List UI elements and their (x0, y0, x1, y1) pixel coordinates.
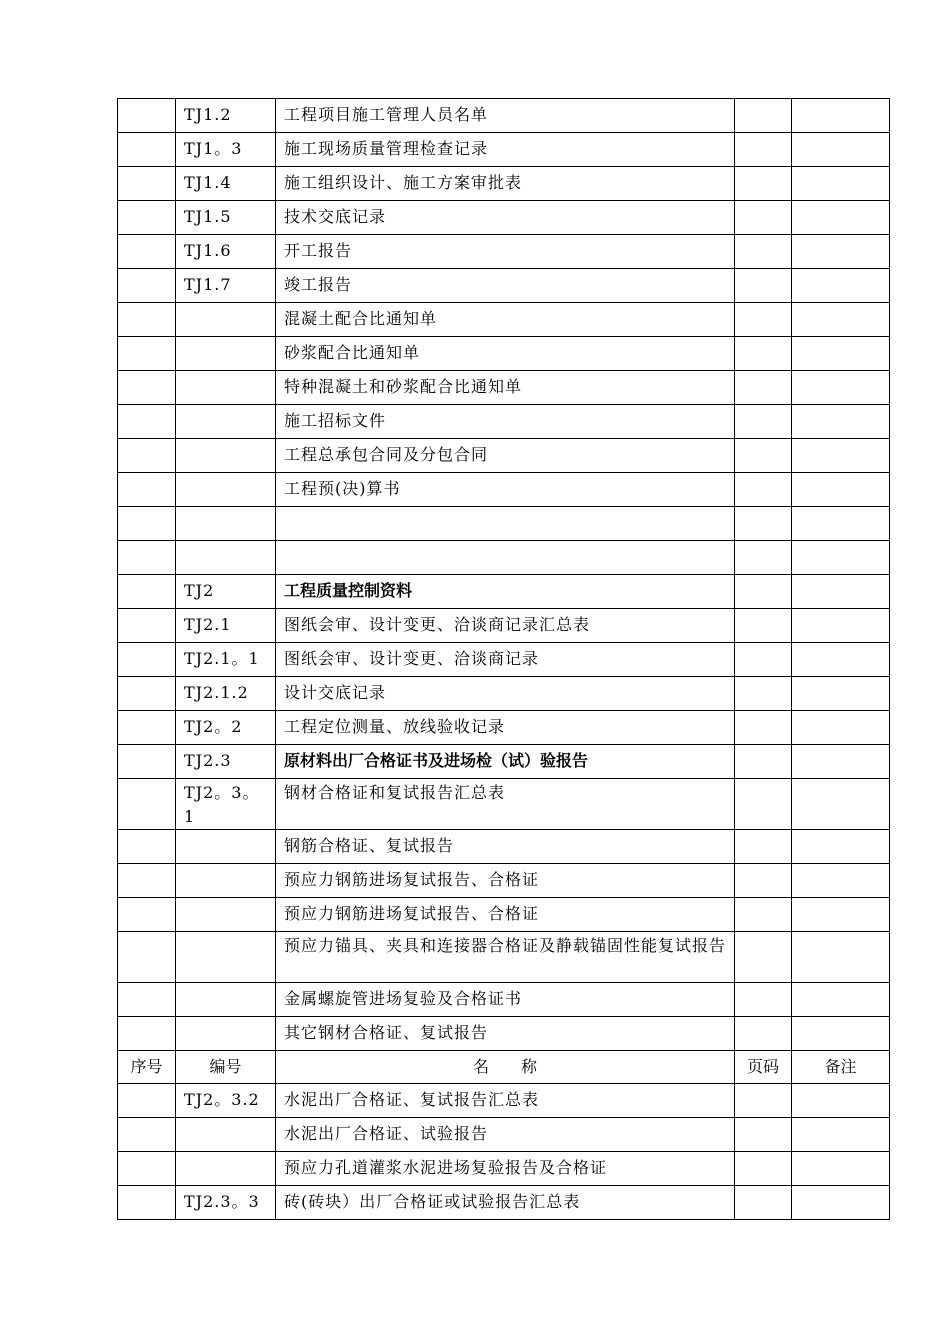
code-cell: TJ1.6 (176, 235, 276, 269)
note-cell (792, 337, 890, 371)
seq-cell (118, 864, 176, 898)
page-cell (735, 507, 792, 541)
header-page: 页码 (735, 1051, 792, 1084)
seq-cell (118, 779, 176, 830)
section-heading-cell: 原材料出厂合格证书及进场检（试）验报告 (276, 745, 735, 779)
note-cell (792, 473, 890, 507)
page-cell (735, 932, 792, 983)
name-cell: 工程定位测量、放线验收记录 (276, 711, 735, 745)
note-cell (792, 1084, 890, 1118)
note-cell (792, 439, 890, 473)
note-cell (792, 235, 890, 269)
code-cell (176, 1118, 276, 1152)
seq-cell (118, 303, 176, 337)
name-cell: 钢筋合格证、复试报告 (276, 830, 735, 864)
code-cell: TJ1.2 (176, 99, 276, 133)
name-cell: 施工组织设计、施工方案审批表 (276, 167, 735, 201)
table-row (118, 371, 890, 405)
page-cell (735, 99, 792, 133)
page-cell (735, 1118, 792, 1152)
table-row (118, 745, 890, 779)
page-cell (735, 541, 792, 575)
name-cell: 施工现场质量管理检查记录 (276, 133, 735, 167)
table-row (118, 830, 890, 864)
table-row (118, 575, 890, 609)
seq-cell (118, 643, 176, 677)
table-row (118, 303, 890, 337)
note-cell (792, 167, 890, 201)
header-name: 名 称 (276, 1051, 735, 1084)
seq-cell (118, 133, 176, 167)
table-row (118, 405, 890, 439)
name-cell: 设计交底记录 (276, 677, 735, 711)
table-row (118, 1152, 890, 1186)
code-cell: TJ2.1.2 (176, 677, 276, 711)
table-row (118, 643, 890, 677)
note-cell (792, 1118, 890, 1152)
seq-cell (118, 507, 176, 541)
name-cell: 水泥出厂合格证、复试报告汇总表 (276, 1084, 735, 1118)
name-cell: 预应力锚具、夹具和连接器合格证及静载锚固性能复试报告 (276, 932, 735, 983)
table-row (118, 711, 890, 745)
note-cell (792, 932, 890, 983)
page-cell (735, 337, 792, 371)
name-cell (276, 541, 735, 575)
table-row (118, 864, 890, 898)
table-row (118, 1186, 890, 1220)
seq-cell (118, 711, 176, 745)
page-cell (735, 1152, 792, 1186)
header-code: 编号 (176, 1051, 276, 1084)
code-cell: TJ2.3 (176, 745, 276, 779)
table-row (118, 337, 890, 371)
seq-cell (118, 473, 176, 507)
note-cell (792, 1017, 890, 1051)
table-row (118, 99, 890, 133)
code-cell: TJ2.3。3 (176, 1186, 276, 1220)
seq-cell (118, 575, 176, 609)
seq-cell (118, 830, 176, 864)
code-cell: TJ1.7 (176, 269, 276, 303)
archive-index-table (117, 98, 890, 1220)
note-cell (792, 677, 890, 711)
code-cell: TJ2。3.2 (176, 1084, 276, 1118)
page-cell (735, 303, 792, 337)
seq-cell (118, 983, 176, 1017)
seq-cell (118, 898, 176, 932)
page-cell (735, 711, 792, 745)
page-cell (735, 1186, 792, 1220)
table-row (118, 473, 890, 507)
note-cell (792, 99, 890, 133)
note-cell (792, 745, 890, 779)
seq-cell (118, 405, 176, 439)
seq-cell (118, 1017, 176, 1051)
table-row (118, 439, 890, 473)
table-row (118, 1118, 890, 1152)
code-cell (176, 371, 276, 405)
name-cell: 砂浆配合比通知单 (276, 337, 735, 371)
code-cell (176, 983, 276, 1017)
code-cell (176, 337, 276, 371)
name-cell: 技术交底记录 (276, 201, 735, 235)
code-cell (176, 405, 276, 439)
name-cell: 特种混凝土和砂浆配合比通知单 (276, 371, 735, 405)
note-cell (792, 983, 890, 1017)
table-header-row (118, 1051, 890, 1084)
seq-cell (118, 1152, 176, 1186)
table-row (118, 201, 890, 235)
code-cell (176, 473, 276, 507)
note-cell (792, 575, 890, 609)
note-cell (792, 711, 890, 745)
table-row (118, 235, 890, 269)
name-cell: 其它钢材合格证、复试报告 (276, 1017, 735, 1051)
page-cell (735, 1084, 792, 1118)
page-cell (735, 167, 792, 201)
page-cell (735, 405, 792, 439)
note-cell (792, 779, 890, 830)
note-cell (792, 541, 890, 575)
name-cell: 施工招标文件 (276, 405, 735, 439)
note-cell (792, 133, 890, 167)
seq-cell (118, 337, 176, 371)
code-cell: TJ1.4 (176, 167, 276, 201)
note-cell (792, 303, 890, 337)
page-cell (735, 609, 792, 643)
page-cell (735, 269, 792, 303)
page-cell (735, 745, 792, 779)
page-cell (735, 643, 792, 677)
note-cell (792, 201, 890, 235)
code-cell: TJ2.1 (176, 609, 276, 643)
name-cell: 金属螺旋管进场复验及合格证书 (276, 983, 735, 1017)
name-cell: 工程项目施工管理人员名单 (276, 99, 735, 133)
note-cell (792, 830, 890, 864)
name-cell: 工程总承包合同及分包合同 (276, 439, 735, 473)
page-cell (735, 473, 792, 507)
name-cell: 预应力孔道灌浆水泥进场复验报告及合格证 (276, 1152, 735, 1186)
table-row (118, 677, 890, 711)
note-cell (792, 269, 890, 303)
table-row (118, 507, 890, 541)
note-cell (792, 507, 890, 541)
note-cell (792, 643, 890, 677)
page-cell (735, 830, 792, 864)
name-cell: 工程预(决)算书 (276, 473, 735, 507)
header-seq: 序号 (118, 1051, 176, 1084)
seq-cell (118, 99, 176, 133)
name-cell: 钢材合格证和复试报告汇总表 (276, 779, 735, 830)
code-cell (176, 830, 276, 864)
name-cell: 图纸会审、设计变更、洽谈商记录汇总表 (276, 609, 735, 643)
name-cell: 图纸会审、设计变更、洽谈商记录 (276, 643, 735, 677)
name-cell: 竣工报告 (276, 269, 735, 303)
seq-cell (118, 1084, 176, 1118)
table-row (118, 779, 890, 830)
seq-cell (118, 201, 176, 235)
seq-cell (118, 541, 176, 575)
seq-cell (118, 745, 176, 779)
name-cell: 预应力钢筋进场复试报告、合格证 (276, 864, 735, 898)
table-row (118, 898, 890, 932)
seq-cell (118, 269, 176, 303)
code-cell: TJ2 (176, 575, 276, 609)
table-row (118, 609, 890, 643)
code-cell (176, 1017, 276, 1051)
table-row (118, 1017, 890, 1051)
table-row (118, 133, 890, 167)
note-cell (792, 898, 890, 932)
seq-cell (118, 235, 176, 269)
code-cell: TJ2.1。1 (176, 643, 276, 677)
page-cell (735, 898, 792, 932)
note-cell (792, 864, 890, 898)
code-cell: TJ2。2 (176, 711, 276, 745)
name-cell (276, 507, 735, 541)
name-cell: 水泥出厂合格证、试验报告 (276, 1118, 735, 1152)
note-cell (792, 1152, 890, 1186)
code-cell (176, 303, 276, 337)
header-note: 备注 (792, 1051, 890, 1084)
code-cell (176, 898, 276, 932)
page-cell (735, 575, 792, 609)
section-heading-cell: 工程质量控制资料 (276, 575, 735, 609)
seq-cell (118, 167, 176, 201)
page-cell (735, 235, 792, 269)
page-cell (735, 677, 792, 711)
note-cell (792, 1186, 890, 1220)
code-cell (176, 1152, 276, 1186)
page-cell (735, 983, 792, 1017)
table-row (118, 1084, 890, 1118)
table-row (118, 269, 890, 303)
page-cell (735, 1017, 792, 1051)
note-cell (792, 609, 890, 643)
code-cell (176, 864, 276, 898)
page-cell (735, 864, 792, 898)
page-cell (735, 371, 792, 405)
code-cell: TJ1。3 (176, 133, 276, 167)
code-cell (176, 932, 276, 983)
page-cell (735, 779, 792, 830)
code-cell: TJ2。3。1 (176, 779, 276, 830)
seq-cell (118, 439, 176, 473)
table-row (118, 167, 890, 201)
seq-cell (118, 609, 176, 643)
name-cell: 砖(砖块）出厂合格证或试验报告汇总表 (276, 1186, 735, 1220)
note-cell (792, 371, 890, 405)
table-row (118, 932, 890, 983)
page-cell (735, 439, 792, 473)
page-cell (735, 133, 792, 167)
seq-cell (118, 677, 176, 711)
page-cell (735, 201, 792, 235)
table-row (118, 983, 890, 1017)
seq-cell (118, 1118, 176, 1152)
seq-cell (118, 932, 176, 983)
name-cell: 开工报告 (276, 235, 735, 269)
seq-cell (118, 1186, 176, 1220)
name-cell: 预应力钢筋进场复试报告、合格证 (276, 898, 735, 932)
code-cell: TJ1.5 (176, 201, 276, 235)
code-cell (176, 507, 276, 541)
table-row (118, 541, 890, 575)
seq-cell (118, 371, 176, 405)
code-cell (176, 541, 276, 575)
name-cell: 混凝土配合比通知单 (276, 303, 735, 337)
code-cell (176, 439, 276, 473)
note-cell (792, 405, 890, 439)
